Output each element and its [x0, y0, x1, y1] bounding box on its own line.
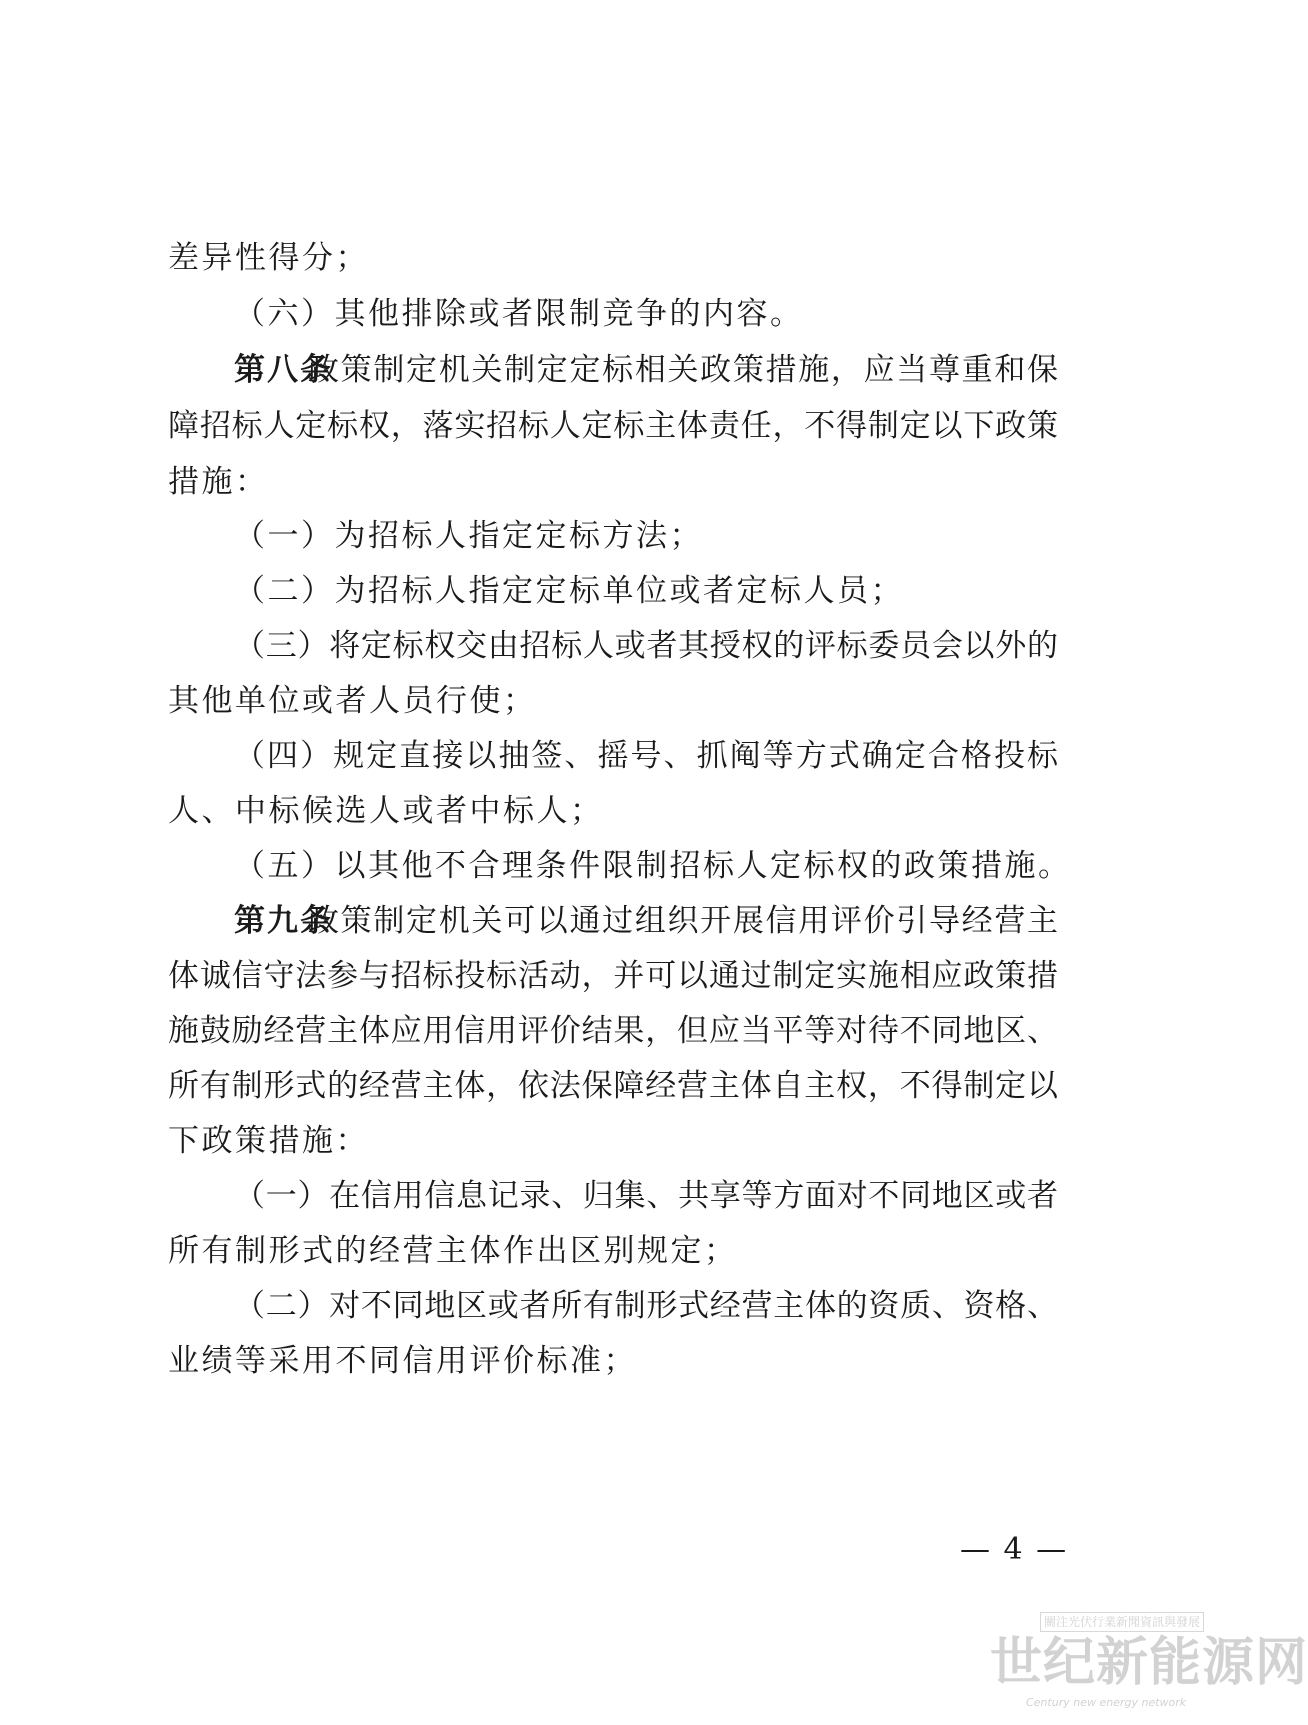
paragraph-line: 政策制定机关制定定标相关政策措施，应当尊重和保 [308, 352, 1058, 388]
paragraph-line: 措施： [168, 464, 269, 500]
list-item: （二）对不同地区或者所有制形式经营主体的资质、资格、 [234, 1288, 1058, 1324]
paragraph-line: 下政策措施： [168, 1123, 369, 1159]
paragraph-line: 障招标人定标权，落实招标人定标主体责任，不得制定以下政策 [168, 408, 1058, 444]
watermark-name: 世纪新能源网 [990, 1633, 1308, 1693]
list-item: （五）以其他不合理条件限制招标人定标权的政策措施。 [234, 848, 1072, 884]
list-item: （三）将定标权交由招标人或者其授权的评标委员会以外的 [234, 628, 1058, 664]
watermark-logo [990, 1612, 1308, 1720]
list-item: （六）其他排除或者限制竞争的内容。 [234, 296, 804, 332]
list-item: （二）为招标人指定定标单位或者定标人员； [234, 573, 904, 609]
article-heading: 第八条 [234, 352, 333, 388]
page-number: — 4 — [960, 1532, 1069, 1567]
paragraph-line: 人、中标候选人或者中标人； [168, 793, 604, 829]
paragraph-line: 政策制定机关可以通过组织开展信用评价引导经营主 [308, 903, 1058, 939]
list-item: （一）在信用信息记录、归集、共享等方面对不同地区或者 [234, 1178, 1058, 1214]
watermark-tagline: 關注光伏行業新聞資訊與發展 [1040, 1612, 1204, 1632]
paragraph-line: 其他单位或者人员行使； [168, 683, 537, 719]
paragraph-line: 差异性得分； [168, 240, 369, 276]
paragraph-line: 业绩等采用不同信用评价标准； [168, 1343, 637, 1379]
article-heading: 第九条 [234, 903, 333, 939]
paragraph-line: 体诚信守法参与招标投标活动，并可以通过制定实施相应政策措 [168, 958, 1058, 994]
list-item: （四）规定直接以抽签、摇号、抓阄等方式确定合格投标 [234, 738, 1058, 774]
paragraph-line: 所有制形式的经营主体，依法保障经营主体自主权，不得制定以 [168, 1068, 1058, 1104]
paragraph-line: 所有制形式的经营主体作出区别规定； [168, 1233, 738, 1269]
list-item: （一）为招标人指定定标方法； [234, 518, 703, 554]
watermark-english: Century new energy network [1026, 1696, 1187, 1709]
paragraph-line: 施鼓励经营主体应用信用评价结果，但应当平等对待不同地区、 [168, 1013, 1058, 1049]
